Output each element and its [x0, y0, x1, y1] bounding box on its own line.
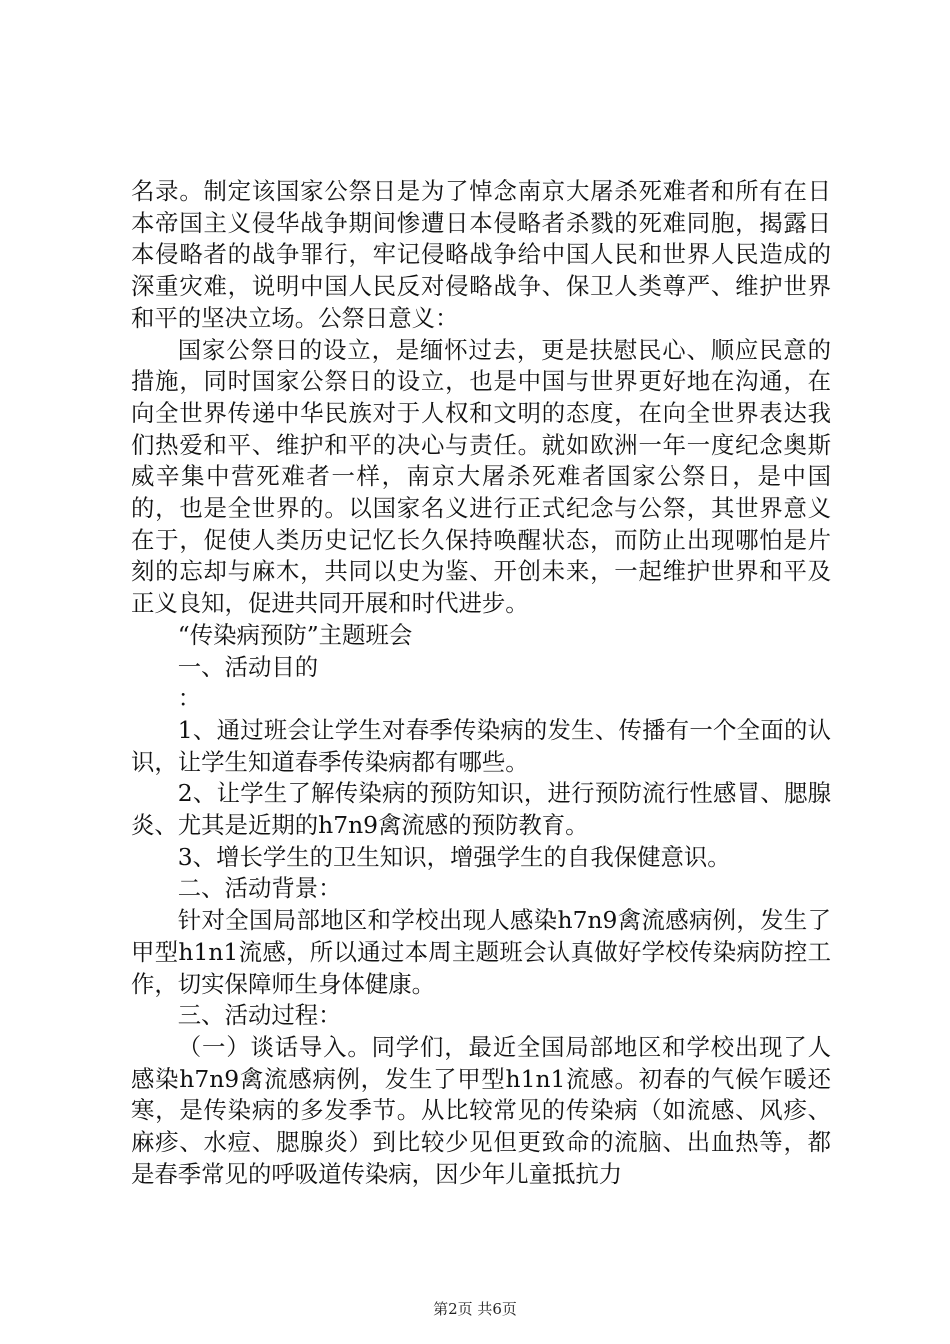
heading-activity-process: 三、活动过程：: [177, 1001, 342, 1030]
paragraph-memorial-intro: 名录。制定该国家公祭日是为了悼念南京大屠杀死难者和所有在日本帝国主义侵华战争期间惨遭日本侵略者杀戮的死难同胞，揭露日本侵略者的战争罪行，牢记侵略战争给中国人民和世界人民造成的深重灾难，说明中国人民反对侵略战争、保卫人类尊严、维护世界和平的坚决立场。公祭日意义：: [131, 177, 831, 332]
goal-item-3: 3、增长学生的卫生知识，增强学生的自我保健意识。: [177, 842, 731, 871]
section-title-class-meeting: “传染病预防”主题班会: [177, 620, 413, 649]
heading-activity-background: 二、活动背景：: [177, 874, 342, 903]
goal-item-1: 1、通过班会让学生对春季传染病的发生、传播有一个全面的认识，让学生知道春季传染病都有哪些。: [131, 715, 831, 776]
paragraph-background: 针对全国局部地区和学校出现人感染h7n9禽流感病例，发生了甲型h1n1流感，所以通过本周主题班会认真做好学校传染病防控工作，切实保障师生身体健康。: [131, 906, 831, 998]
document-body: [131, 176, 831, 1191]
page-footer: [0, 1299, 950, 1319]
paragraph-memorial-significance: 国家公祭日的设立，是缅怀过去，更是扶慰民心、顺应民意的措施，同时国家公祭日的设立，也是中国与世界更好地在沟通，在向全世界传递中华民族对于人权和文明的态度，在向全世界表达我们热爱和平、维护和平的决心与责任。就如欧洲一年一度纪念奥斯威辛集中营死难者一样，南京大屠杀死难者国家公祭日，是中国的，也是全世界的。以国家名义进行正式纪念与公祭，其世界意义在于，促使人类历史记忆长久保持唤醒状态，而防止出现哪怕是片刻的忘却与麻木，共同以史为鉴、开创未来，一起维护世界和平及正义良知，促进共同开展和时代进步。: [131, 335, 831, 618]
goal-item-2: 2、让学生了解传染病的预防知识，进行预防流行性感冒、腮腺炎、尤其是近期的h7n9禽流感的预防教育。: [131, 779, 831, 840]
page-number: 第2页 共6页: [433, 1300, 517, 1318]
colon-line: ：: [177, 684, 202, 713]
paragraph-introduction-talk: （一）谈话导入。同学们，最近全国局部地区和学校出现了人感染h7n9禽流感病例，发生了甲型h1n1流感。初春的气候乍暖还寒，是传染病的多发季节。从比较常见的传染病（如流感、风疹、麻疹、水痘、腮腺炎）到比较少见但更致命的流脑、出血热等，都是春季常见的呼吸道传染病，因少年儿童抵抗力: [131, 1032, 831, 1188]
heading-activity-goals: 一、活动目的: [177, 652, 319, 681]
